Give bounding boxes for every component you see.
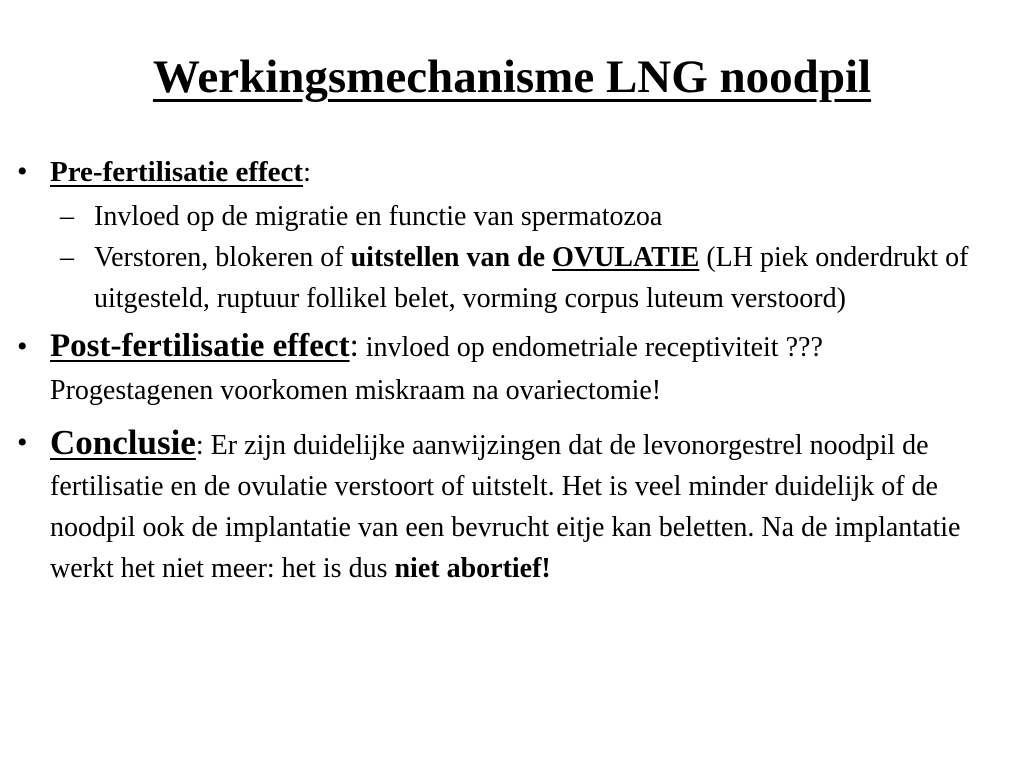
sub-bullet-ovulatie xyxy=(60,237,974,319)
bullet-pre-fertilisatie xyxy=(17,152,980,192)
bullet-heading-colon: : xyxy=(195,430,204,461)
sub-bullet-ovulatie-emphasis: OVULATIE xyxy=(552,242,700,273)
bullet-text: Er zijn duidelijke aanwijzingen dat de levonorgestrel noodpil de fertilisatie en de ovulatie verstoort of uitstelt. Het is veel minder duidelijk of de noodpil ook de implantatie van een bevrucht eitje kan beletten. Na de implantatie werkt het niet meer: het is dus xyxy=(50,430,961,584)
bullet-marker: • xyxy=(17,155,28,188)
slide-title xyxy=(0,42,1024,112)
sub-bullet-space xyxy=(545,242,552,273)
sub-bullet-text: Invloed op de migratie en functie van spermatozoa xyxy=(94,201,663,232)
sub-bullet-marker: – xyxy=(60,242,74,273)
bullet-heading-pre-fertilisatie: Pre-fertilisatie effect xyxy=(50,156,304,188)
slide-content xyxy=(0,152,1024,589)
slide-title-text: Werkingsmechanisme LNG noodpil xyxy=(152,51,872,103)
bullet-heading-colon: : xyxy=(349,328,359,364)
bullet-bold-conclusion: niet abortief! xyxy=(394,553,551,584)
sub-bullet-text-cont: (LH piek onderdrukt of uitgesteld, ruptuur follikel belet, vorming corpus luteum verstoord) xyxy=(94,242,969,314)
sub-bullet-migratie xyxy=(60,196,974,237)
bullet-text: invloed op endometriale receptiviteit ??? Progestagenen voorkomen miskraam na ovariectomie! xyxy=(50,332,823,406)
bullet-post-fertilisatie xyxy=(17,325,980,412)
sub-bullet-text: Verstoren, blokeren of xyxy=(94,242,351,273)
bullet-heading-post-fertilisatie: Post-fertilisatie effect xyxy=(50,328,350,364)
bullet-heading-colon: : xyxy=(303,156,312,188)
bullet-marker: • xyxy=(17,426,28,459)
sub-bullet-marker: – xyxy=(60,201,74,232)
sub-bullet-bold-text: uitstellen van de xyxy=(350,242,546,273)
bullet-conclusie xyxy=(17,422,980,589)
bullet-heading-conclusie: Conclusie xyxy=(50,423,196,462)
bullet-marker: • xyxy=(17,330,28,363)
